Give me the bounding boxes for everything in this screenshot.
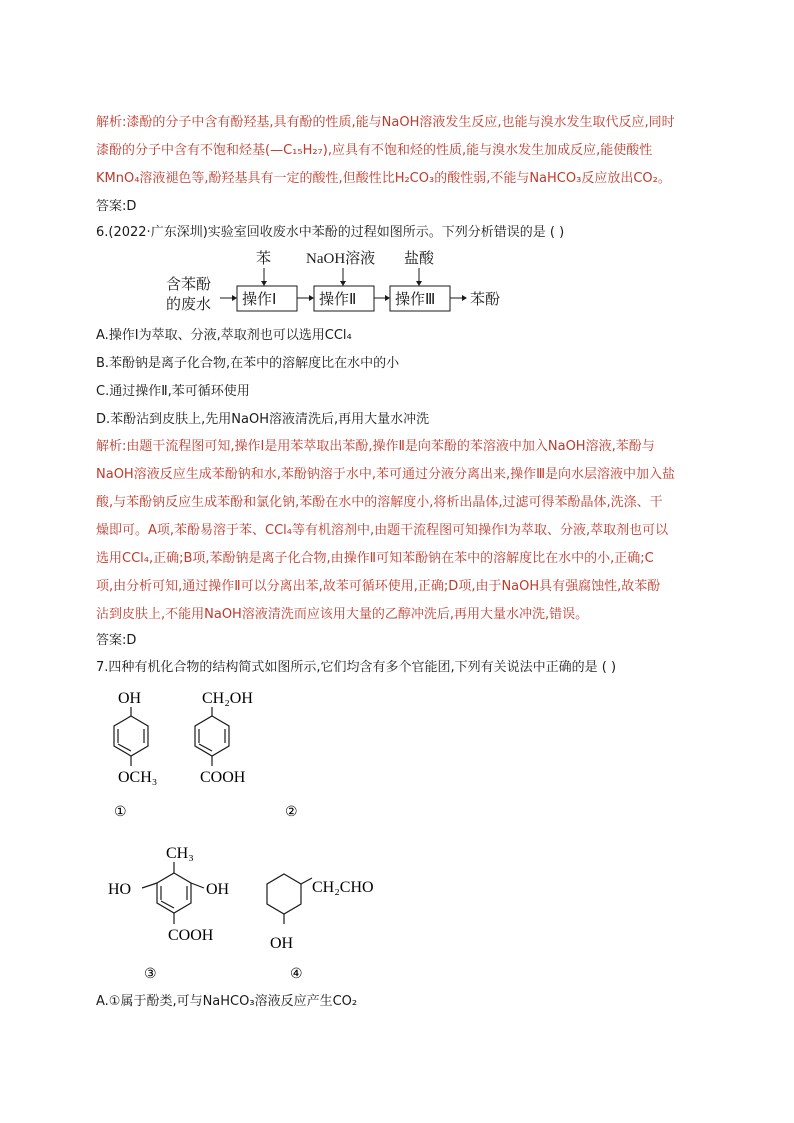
- q6-option-b: B.苯酚钠是离子化合物,在苯中的溶解度比在水中的小: [96, 356, 400, 371]
- q6-analysis-line: 解析:由题干流程图可知,操作Ⅰ是用苯萃取出苯酚,操作Ⅱ是向苯酚的苯溶液中加入NaOH溶液,苯酚与: [96, 439, 655, 454]
- s1-label: ①: [114, 805, 127, 820]
- q6-option-c: C.通过操作Ⅱ,苯可循环使用: [96, 384, 250, 399]
- q6-stem: 6.(2022·广东深圳)实验室回收废水中苯酚的过程如图所示。下列分析错误的是 ( ): [96, 225, 565, 240]
- s2-bottom-group: COOH: [200, 769, 246, 786]
- s4-side-group: CH₂CHO: [312, 879, 374, 896]
- structure-2: [190, 684, 320, 824]
- q6-flowchart: [160, 246, 520, 320]
- q5-analysis-line: 解析:漆酚的分子中含有酚羟基,具有酚的性质,能与NaOH溶液发生反应,也能与溴水发生取代反应,同时: [96, 115, 675, 130]
- s2-top-group: CH₂OH: [202, 690, 253, 707]
- q7-option-a: A.①属于酚类,可与NaHCO₃溶液反应产生CO₂: [96, 994, 358, 1009]
- flow-output: 苯酚: [470, 292, 501, 308]
- q6-analysis-line: 选用CCl₄,正确;B项,苯酚钠是离子化合物,由操作Ⅱ可知苯酚钠在苯中的溶解度比在水中的小,正确;C: [96, 551, 654, 566]
- s3-right-group: OH: [206, 881, 230, 898]
- structure-3: [104, 838, 254, 988]
- q5-answer: 答案:D: [96, 199, 137, 214]
- q7-stem: 7.四种有机化合物的结构简式如图所示,它们均含有多个官能团,下列有关说法中正确的是 ( ): [96, 660, 617, 675]
- s4-bottom-group: OH: [270, 935, 294, 952]
- flow-input-line2: 的废水: [166, 297, 212, 313]
- q6-answer: 答案:D: [96, 633, 137, 648]
- structure-4: [254, 858, 394, 988]
- flow-op-1: 操作Ⅰ: [242, 292, 277, 308]
- s1-bottom-group: OCH₃: [118, 769, 158, 786]
- q6-analysis-line: 项,由分析可知,通过操作Ⅱ可以分离出苯,故苯可循环使用,正确;D项,由于NaOH具有强腐蚀性,故苯酚: [96, 579, 661, 594]
- flow-reagent-2: NaOH溶液: [306, 251, 376, 267]
- flow-reagent-1: 苯: [256, 251, 272, 267]
- q5-analysis-line: KMnO₄溶液褪色等,酚羟基具有一定的酸性,但酸性比H₂CO₃的酸性弱,不能与NaHCO₃反应放出CO₂。: [96, 171, 671, 186]
- q6-analysis-line: NaOH溶液反应生成苯酚钠和水,苯酚钠溶于水中,苯可通过分液分离出来,操作Ⅲ是向水层溶液中加入盐: [96, 467, 676, 482]
- q6-analysis-line: 沾到皮肤上,不能用NaOH溶液清洗而应该用大量的乙醇冲洗后,再用大量水冲洗,错误。: [96, 607, 589, 622]
- q6-option-a: A.操作Ⅰ为萃取、分液,萃取剂也可以选用CCl₄: [96, 328, 352, 343]
- s4-label: ④: [290, 967, 303, 982]
- q6-analysis-line: 燥即可。A项,苯酚易溶于苯、CCl₄等有机溶剂中,由题干流程图可知操作Ⅰ为萃取、分液,萃取剂也可以: [96, 523, 669, 538]
- s3-label: ③: [144, 967, 157, 982]
- flow-op-2: 操作Ⅱ: [319, 292, 357, 308]
- flow-reagent-3: 盐酸: [404, 251, 435, 267]
- q5-analysis-line: 漆酚的分子中含有不饱和烃基(—C₁₅H₂₇),应具有不饱和烃的性质,能与溴水发生加成反应,能使酸性: [96, 143, 653, 158]
- flow-op-3: 操作Ⅲ: [395, 292, 436, 308]
- s3-top-group: CH₃: [166, 845, 194, 862]
- q6-analysis-line: 酸,与苯酚钠反应生成苯酚和氯化钠,苯酚在水中的溶解度小,将析出晶体,过滤可得苯酚晶体,洗涤、干: [96, 495, 663, 510]
- flow-input-line1: 含苯酚: [166, 277, 212, 293]
- q6-option-d: D.苯酚沾到皮肤上,先用NaOH溶液清洗后,再用大量水冲洗: [96, 412, 430, 427]
- s3-left-group: HO: [108, 881, 132, 898]
- s2-label: ②: [285, 805, 298, 820]
- s1-top-group: OH: [118, 690, 142, 707]
- s3-bottom-group: COOH: [168, 927, 214, 944]
